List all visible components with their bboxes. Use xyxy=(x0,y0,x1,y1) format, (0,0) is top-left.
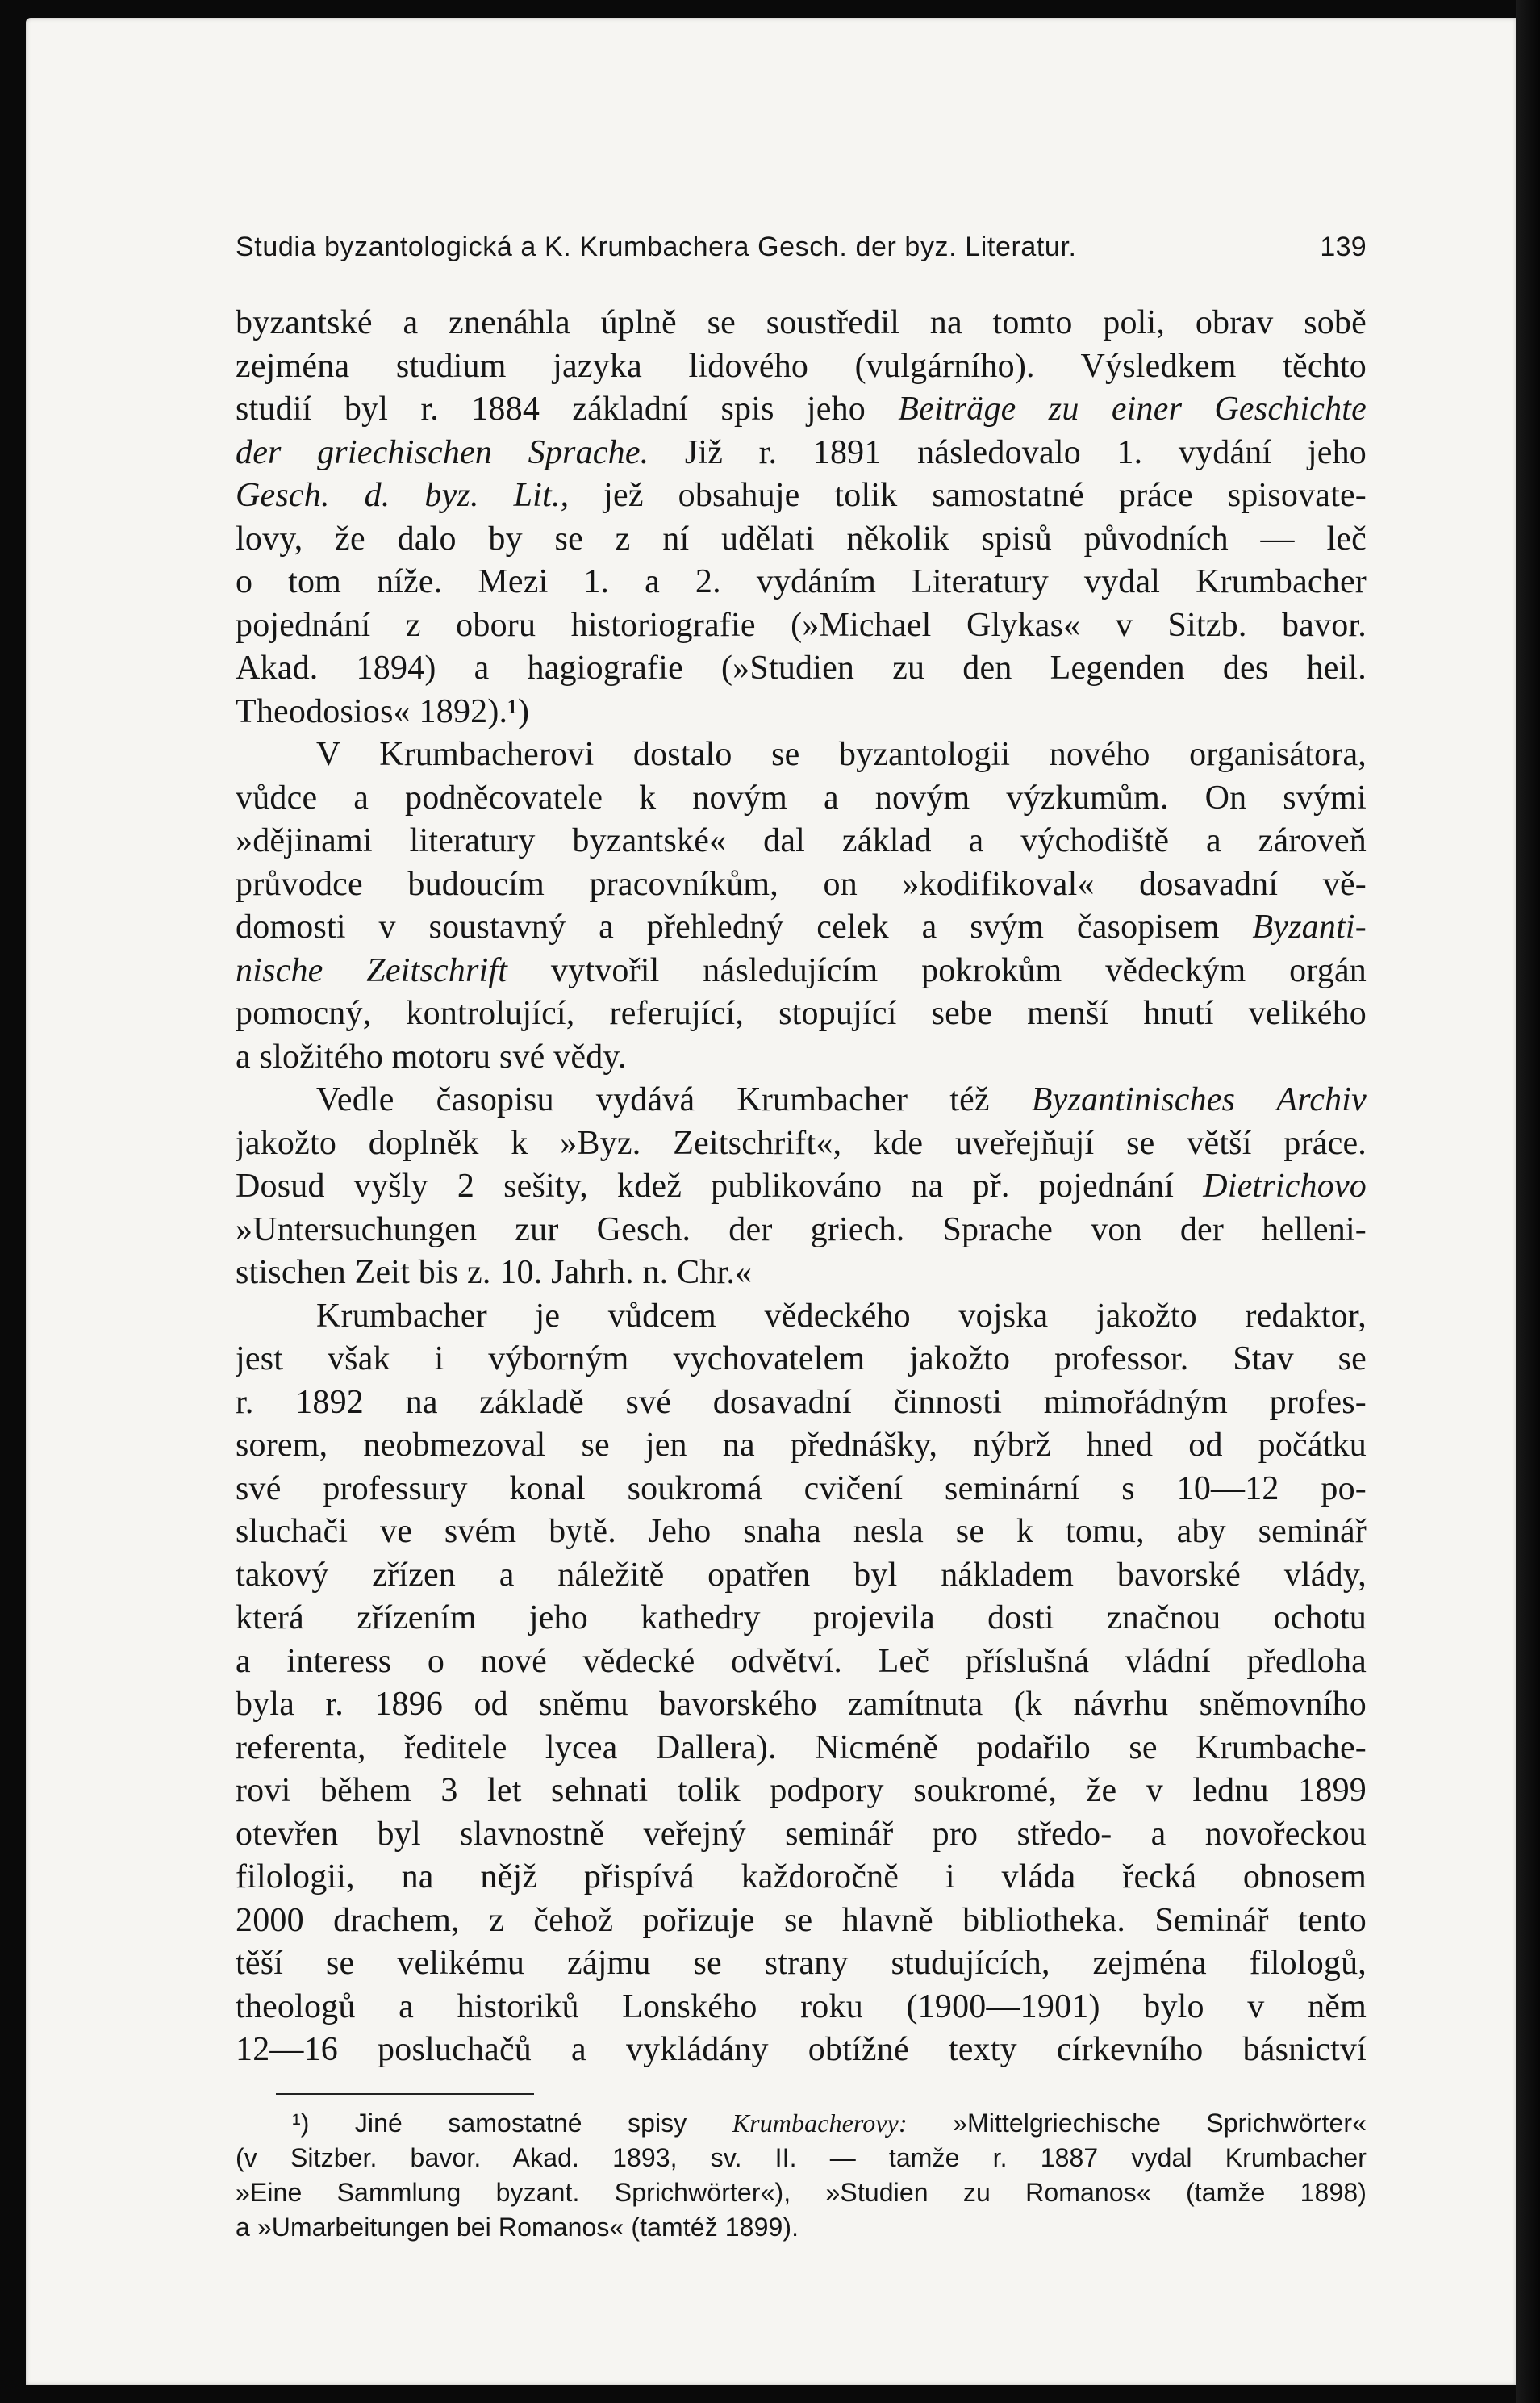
text-run: (v Sitzber. bavor. Akad. 1893, sv. II. — tamže r. 1887 vydal Krumbacher xyxy=(236,2142,1367,2172)
running-header xyxy=(236,228,1367,266)
footnote-line xyxy=(236,2175,1367,2210)
text-run: r. 1892 na základě své dosavadní činnosti mimořádným profes- xyxy=(236,1383,1367,1421)
italic-text: Byzantinisches Archiv xyxy=(1031,1081,1367,1118)
body-line xyxy=(236,691,1367,734)
text-run: která zřízením jeho kathedry projevila dosti značnou ochotu xyxy=(236,1599,1367,1636)
body-line xyxy=(236,1554,1367,1598)
body-line xyxy=(236,1079,1367,1122)
text-run: vůdce a podněcovatele k novým a novým výzkumům. On svými xyxy=(236,779,1367,817)
footnote-line xyxy=(236,2106,1367,2141)
text-run: rovi během 3 let sehnati tolik podpory soukromé, že v lednu 1899 xyxy=(236,1772,1367,1809)
body-line xyxy=(236,1122,1367,1166)
body-line xyxy=(236,1511,1367,1554)
body-line xyxy=(236,474,1367,518)
text-run: lovy, že dalo by se z ní udělati několik spisů původních — leč xyxy=(236,520,1367,558)
text-run: studií byl r. 1884 základní spis jeho xyxy=(236,391,899,428)
body-line xyxy=(236,1727,1367,1770)
body-line xyxy=(236,604,1367,648)
italic-text: Byzanti- xyxy=(1252,909,1367,946)
text-run: a složitého motoru své vědy. xyxy=(236,1038,627,1076)
scanned-page xyxy=(26,18,1517,2385)
body-line xyxy=(236,733,1367,777)
footnote-line xyxy=(236,2210,1367,2245)
body-line xyxy=(236,345,1367,389)
body-line xyxy=(236,2029,1367,2072)
text-run: jakožto doplněk k »Byz. Zeitschrift«, kde uveřejňují se větší práce. xyxy=(236,1124,1367,1162)
body-line xyxy=(236,1165,1367,1209)
scan-edge-shadow xyxy=(1516,0,1540,2403)
body-line xyxy=(236,1036,1367,1080)
text-run: »dějinami literatury byzantské« dal základ a východiště a zároveň xyxy=(236,822,1367,859)
text-run: ¹) Jiné samostatné spisy xyxy=(292,2108,732,2138)
body-line xyxy=(236,777,1367,821)
text-run: »Untersuchungen zur Gesch. der griech. Sprache von der helleni- xyxy=(236,1210,1367,1248)
text-column xyxy=(236,228,1367,2245)
italic-text: Krumbacherovy: xyxy=(732,2108,908,2138)
italic-text: der griechischen Sprache. xyxy=(236,433,649,471)
body-line xyxy=(236,820,1367,863)
body-line xyxy=(236,1640,1367,1684)
text-run: »Mittelgriechische Sprichwörter« xyxy=(907,2108,1367,2138)
body-line xyxy=(236,1986,1367,2029)
text-run: sorem, neobmezoval se jen na přednášky, nýbrž hned od počátku xyxy=(236,1427,1367,1464)
text-run: Akad. 1894) a hagiografie (»Studien zu den Legenden des heil. xyxy=(236,650,1367,687)
italic-text: nische Zeitschrift xyxy=(236,951,508,989)
footnote xyxy=(236,2106,1367,2245)
body-line xyxy=(236,1899,1367,1943)
body-line xyxy=(236,432,1367,475)
italic-text: Beiträge zu einer Geschichte xyxy=(898,391,1367,428)
body-line xyxy=(236,1252,1367,1295)
body-line xyxy=(236,1381,1367,1425)
text-run: pojednání z oboru historiografie (»Michael Glykas« v Sitzb. bavor. xyxy=(236,606,1367,644)
text-run: 12—16 posluchačů a vykládány obtížné texty církevního básnictví xyxy=(236,2031,1367,2068)
running-header-title: Studia byzantologická a K. Krumbachera Gesch. der byz. Literatur. xyxy=(236,232,1077,262)
body-line xyxy=(236,302,1367,345)
text-run: a interess o nové vědecké odvětví. Leč příslušná vládní předloha xyxy=(236,1642,1367,1680)
body-line xyxy=(236,993,1367,1036)
body-line xyxy=(236,1424,1367,1468)
text-run: takový zřízen a náležitě opatřen byl nákladem bavorské vlády, xyxy=(236,1556,1367,1594)
body-line xyxy=(236,1468,1367,1511)
footnote-line xyxy=(236,2141,1367,2175)
italic-text: Gesch. d. byz. Lit. xyxy=(236,477,561,514)
page-number: 139 xyxy=(1320,232,1367,262)
body-line xyxy=(236,561,1367,604)
text-run: domosti v soustavný a přehledný celek a svým časopisem xyxy=(236,909,1253,946)
text-run: , jež obsahuje tolik samostatné práce spisovate- xyxy=(560,477,1367,514)
text-run: vytvořil následujícím pokrokům vědeckým orgán xyxy=(507,951,1367,989)
body-line xyxy=(236,1683,1367,1727)
body-line xyxy=(236,950,1367,993)
body-line xyxy=(236,1209,1367,1252)
body-line xyxy=(236,1597,1367,1640)
body-line xyxy=(236,388,1367,432)
text-run: Dosud vyšly 2 sešity, kdež publikováno na př. pojednání xyxy=(236,1168,1204,1205)
body-line xyxy=(236,1770,1367,1813)
text-run: filologii, na nějž přispívá každoročně i vláda řecká obnosem xyxy=(236,1858,1367,1895)
text-run: své professury konal soukromá cvičení seminární s 10—12 po- xyxy=(236,1469,1367,1507)
footnote-divider xyxy=(276,2093,534,2095)
body-line xyxy=(236,863,1367,907)
text-run: »Eine Sammlung byzant. Sprichwörter«), »Studien zu Romanos« (tamže 1898) xyxy=(236,2177,1367,2207)
body-line xyxy=(236,1942,1367,1986)
text-run: sluchači ve svém bytě. Jeho snaha nesla se k tomu, aby seminář xyxy=(236,1513,1367,1550)
body-line xyxy=(236,1813,1367,1857)
text-run: a »Umarbeitungen bei Romanos« (tamtéž 1899). xyxy=(236,2212,799,2242)
text-run: Vedle časopisu vydává Krumbacher též xyxy=(316,1081,1032,1118)
text-run: stischen Zeit bis z. 10. Jahrh. n. Chr.« xyxy=(236,1254,753,1291)
text-run: byzantské a znenáhla úplně se soustředil na tomto poli, obrav sobě xyxy=(236,304,1367,341)
text-run: průvodce budoucím pracovníkům, on »kodifikoval« dosavadní vě- xyxy=(236,865,1367,903)
text-run: theologů a historiků Lonského roku (1900—1901) bylo v něm xyxy=(236,1987,1367,2025)
text-run: těší se velikému zájmu se strany studujících, zejména filologů, xyxy=(236,1945,1367,1982)
body-line xyxy=(236,1856,1367,1899)
text-run: 2000 drachem, z čehož pořizuje se hlavně bibliotheka. Seminář tento xyxy=(236,1901,1367,1939)
text-run: referenta, ředitele lycea Dallera). Nicméně podařilo se Krumbache- xyxy=(236,1728,1367,1766)
body-line xyxy=(236,1295,1367,1339)
text-run: zejména studium jazyka lidového (vulgárního). Výsledkem těchto xyxy=(236,347,1367,385)
body-text xyxy=(236,302,1367,2072)
text-run: Theodosios« 1892).¹) xyxy=(236,692,530,730)
text-run: pomocný, kontrolující, referující, stopující sebe menší hnutí velikého xyxy=(236,995,1367,1032)
italic-text: Dietrichovo xyxy=(1203,1168,1367,1205)
text-run: Krumbacher je vůdcem vědeckého vojska jakožto redaktor, xyxy=(316,1297,1367,1335)
text-run: V Krumbacherovi dostalo se byzantologii nového organisátora, xyxy=(316,736,1367,773)
body-line xyxy=(236,647,1367,691)
text-run: Již r. 1891 následovalo 1. vydání jeho xyxy=(649,433,1367,471)
text-run: otevřen byl slavnostně veřejný seminář pro středo- a novořeckou xyxy=(236,1815,1367,1853)
body-line xyxy=(236,518,1367,562)
body-line xyxy=(236,1338,1367,1381)
text-run: byla r. 1896 od sněmu bavorského zamítnuta (k návrhu sněmovního xyxy=(236,1686,1367,1723)
body-line xyxy=(236,906,1367,950)
text-run: o tom níže. Mezi 1. a 2. vydáním Literatury vydal Krumbacher xyxy=(236,563,1367,600)
text-run: jest však i výborným vychovatelem jakožto professor. Stav se xyxy=(236,1340,1367,1377)
